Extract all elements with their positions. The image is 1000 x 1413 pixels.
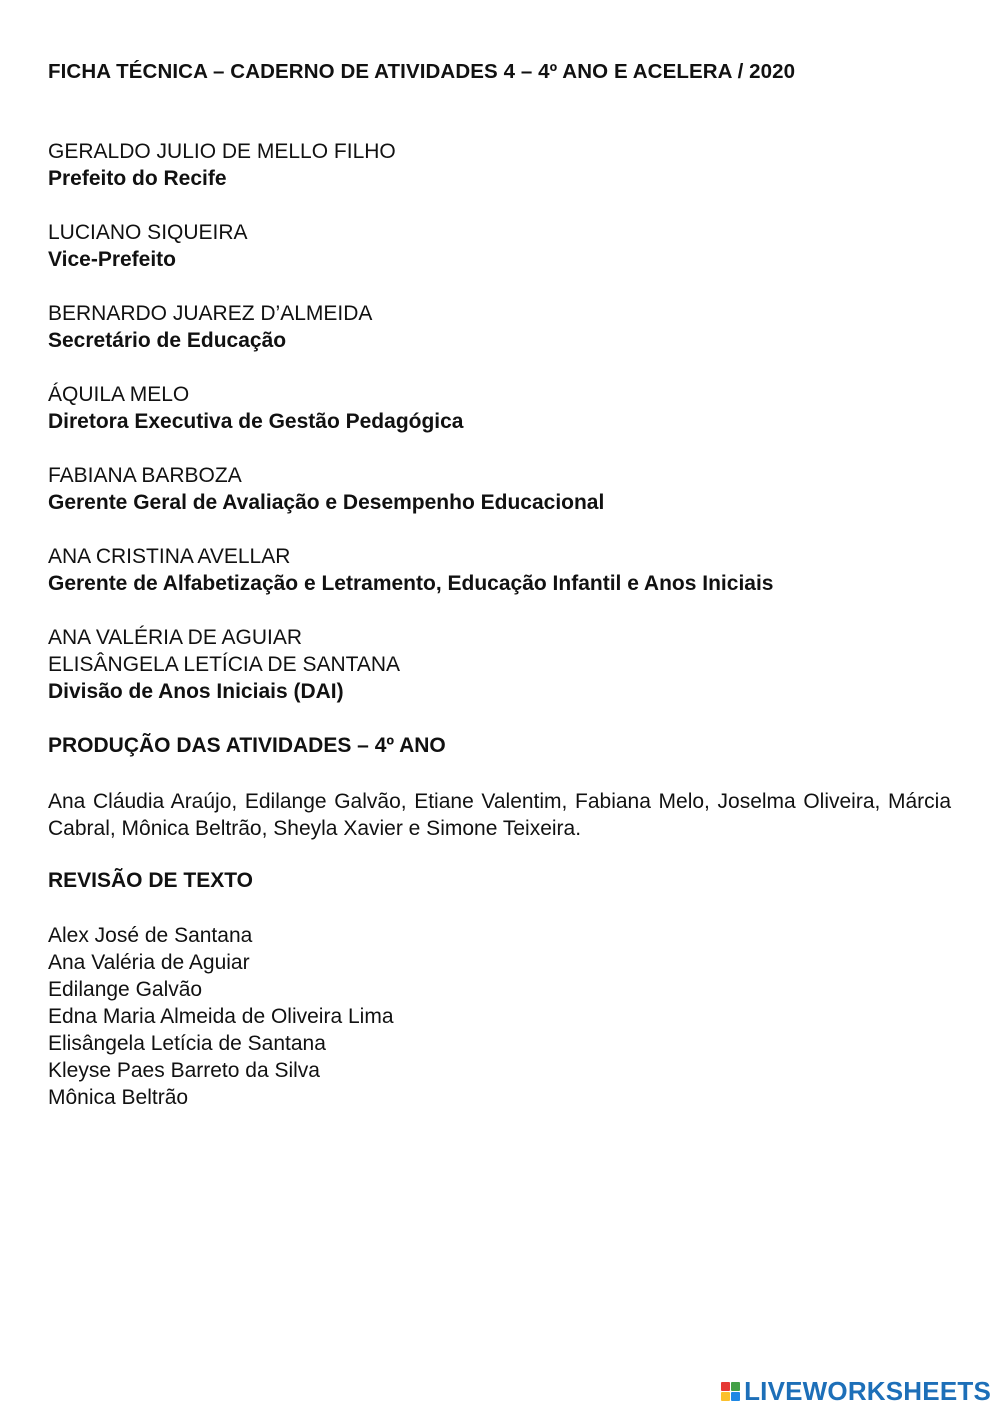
staff-name: ANA CRISTINA AVELLAR [48, 545, 291, 568]
review-heading: REVISÃO DE TEXTO [48, 869, 253, 892]
staff-role: Prefeito do Recife [48, 167, 227, 190]
staff-role: Gerente Geral de Avaliação e Desempenho Educacional [48, 491, 605, 514]
staff-name: LUCIANO SIQUEIRA [48, 221, 248, 244]
staff-name: GERALDO JULIO DE MELLO FILHO [48, 140, 396, 163]
logo-square-blue [731, 1392, 740, 1401]
staff-name: FABIANA BARBOZA [48, 464, 242, 487]
liveworksheets-logo-icon [721, 1382, 740, 1401]
staff-role: Gerente de Alfabetização e Letramento, Educação Infantil e Anos Iniciais [48, 572, 774, 595]
staff-role: Diretora Executiva de Gestão Pedagógica [48, 410, 464, 433]
staff-entry-secretary [48, 300, 372, 354]
logo-square-red [721, 1382, 730, 1391]
staff-name: ELISÂNGELA LETÍCIA DE SANTANA [48, 653, 401, 676]
staff-entry-executive-director [48, 381, 464, 435]
staff-entry-literacy-manager [48, 543, 773, 597]
liveworksheets-logo-text: LIVEWORKSHEETS [744, 1376, 991, 1406]
list-item: Elisângela Letícia de Santana [48, 1032, 326, 1055]
list-item: Kleyse Paes Barreto da Silva [48, 1059, 320, 1082]
staff-name: ÁQUILA MELO [48, 383, 190, 406]
list-item: Edna Maria Almeida de Oliveira Lima [48, 1005, 394, 1028]
logo-square-green [731, 1382, 740, 1391]
staff-name: ANA VALÉRIA DE AGUIAR [48, 626, 303, 649]
logo-square-yellow [721, 1392, 730, 1401]
list-item: Mônica Beltrão [48, 1086, 189, 1109]
list-item: Edilange Galvão [48, 978, 203, 1001]
staff-entry-general-manager [48, 462, 604, 516]
list-item: Alex José de Santana [48, 924, 253, 947]
liveworksheets-watermark [721, 1376, 991, 1407]
production-text: Ana Cláudia Araújo, Edilange Galvão, Etiane Valentim, Fabiana Melo, Joselma Oliveira, Márcia Cabral, Mônica Beltrão, Sheyla Xavier e Simone Teixeira. [48, 790, 951, 840]
document-title: FICHA TÉCNICA – CADERNO DE ATIVIDADES 4 – 4º ANO E ACELERA / 2020 [48, 60, 796, 83]
staff-entry-mayor [48, 138, 396, 192]
staff-role: Divisão de Anos Iniciais (DAI) [48, 680, 344, 703]
staff-role: Vice-Prefeito [48, 248, 176, 271]
staff-name: BERNARDO JUAREZ D’ALMEIDA [48, 302, 373, 325]
production-heading: PRODUÇÃO DAS ATIVIDADES – 4º ANO [48, 734, 446, 757]
staff-entry-dai [48, 624, 400, 705]
review-list [48, 922, 394, 1111]
staff-entry-vice-mayor [48, 219, 248, 273]
staff-role: Secretário de Educação [48, 329, 287, 352]
list-item: Ana Valéria de Aguiar [48, 951, 250, 974]
